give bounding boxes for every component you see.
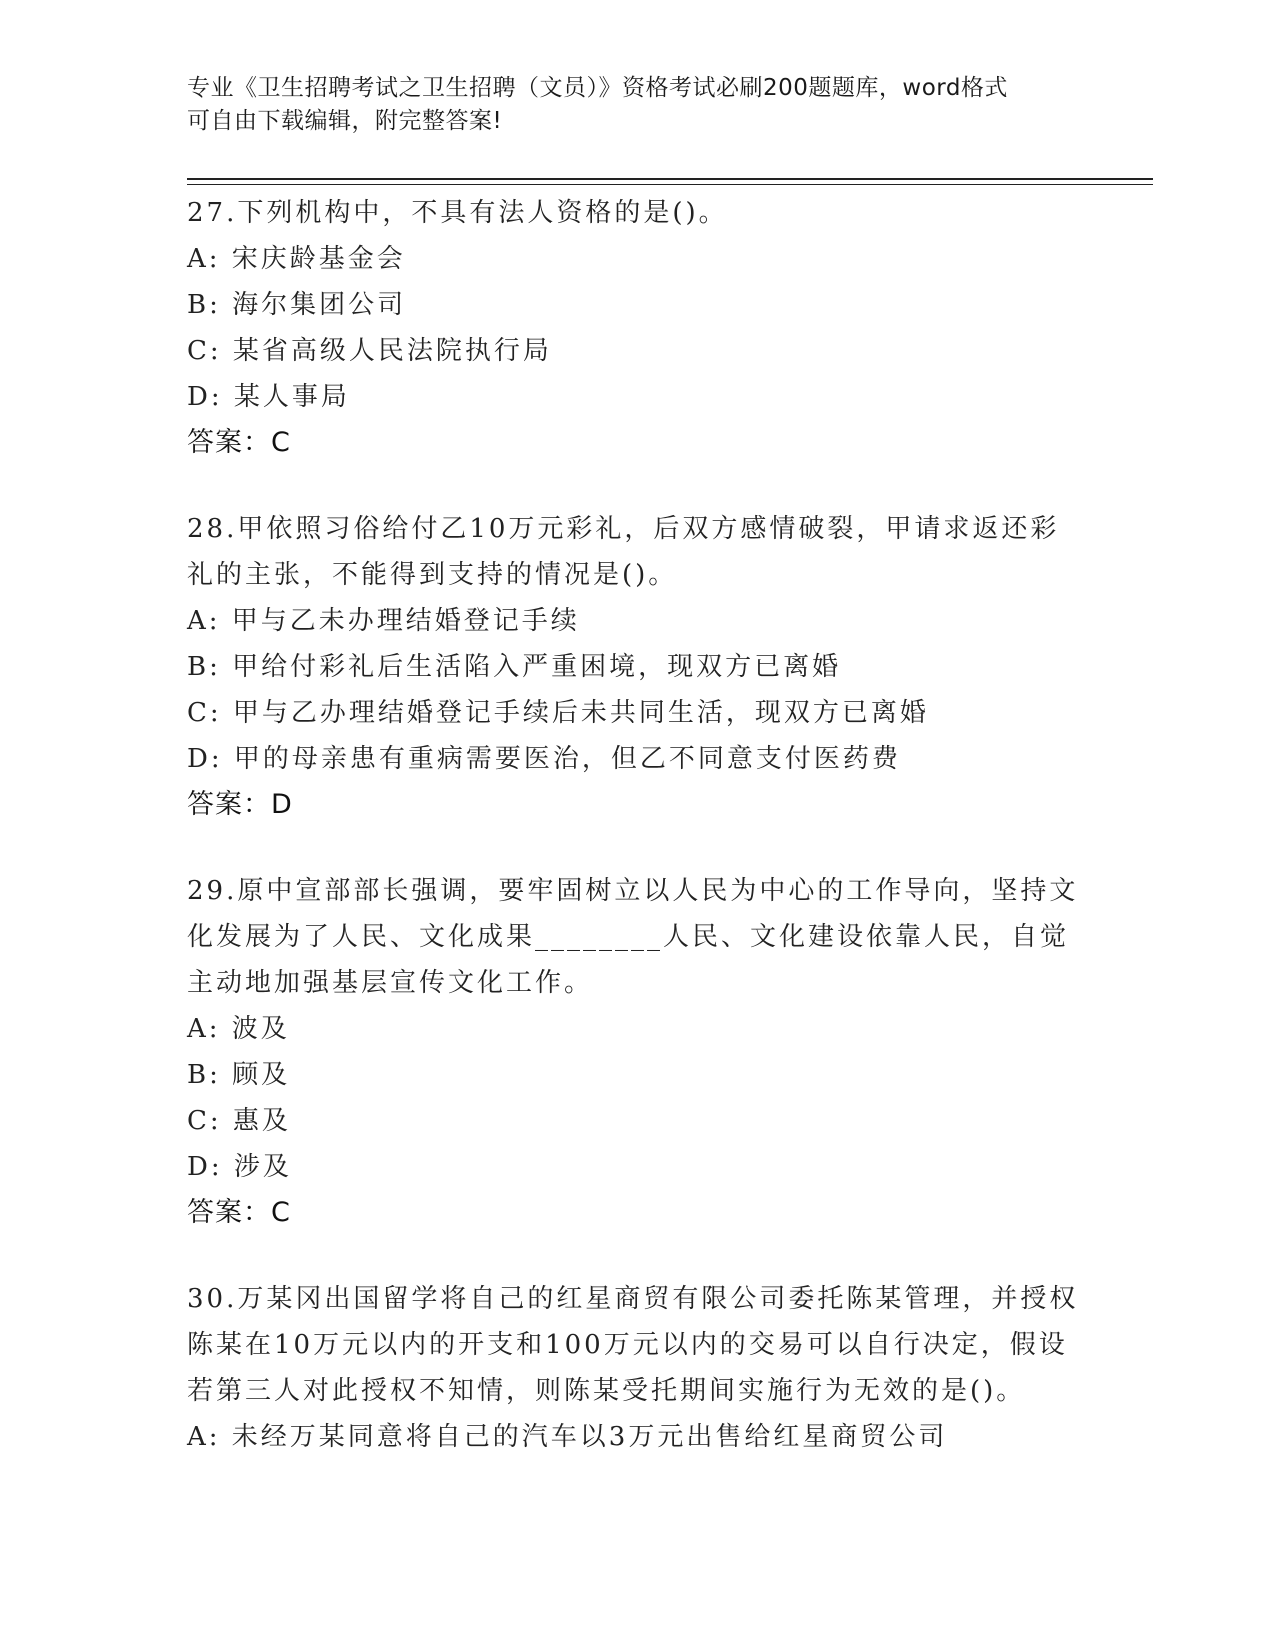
answer-label: 答案：C — [187, 427, 291, 458]
option-d: D: 涉及 — [187, 1152, 292, 1182]
answer-label: 答案：D — [187, 789, 293, 820]
document-header — [187, 72, 1067, 138]
question-text: 化发展为了人民、文化成果________人民、文化建设依靠人民，自觉 — [187, 922, 1070, 952]
question-list — [187, 190, 1079, 1500]
option-a: A: 未经万某同意将自己的汽车以3万元出售给红星商贸公司 — [187, 1422, 948, 1452]
question-text: 若第三人对此授权不知情，则陈某受托期间实施行为无效的是()。 — [187, 1376, 1026, 1406]
option-b: B: 海尔集团公司 — [187, 290, 407, 320]
question-29 — [187, 868, 1079, 1236]
option-c: C: 甲与乙办理结婚登记手续后未共同生活，现双方已离婚 — [187, 698, 929, 728]
option-d: D: 甲的母亲患有重病需要医治，但乙不同意支付医药费 — [187, 744, 901, 774]
question-text: 29.原中宣部部长强调，要牢固树立以人民为中心的工作导向，坚持文 — [187, 876, 1079, 906]
question-27 — [187, 190, 1067, 466]
option-c: C: 惠及 — [187, 1106, 291, 1136]
question-text: 陈某在10万元以内的开支和100万元以内的交易可以自行决定，假设 — [187, 1330, 1068, 1360]
header-line-1: 专业《卫生招聘考试之卫生招聘（文员）》资格考试必刷200题题库，word格式 — [187, 75, 1008, 101]
option-b: B: 甲给付彩礼后生活陷入严重困境，现双方已离婚 — [187, 652, 842, 682]
question-text: 主动地加强基层宣传文化工作。 — [187, 968, 594, 998]
header-divider-thin — [187, 184, 1153, 185]
header-divider-thick — [187, 178, 1153, 180]
option-a: A: 宋庆龄基金会 — [187, 244, 406, 274]
option-a: A: 甲与乙未办理结婚登记手续 — [187, 606, 580, 636]
option-a: A: 波及 — [187, 1014, 290, 1044]
question-text: 30.万某冈出国留学将自己的红星商贸有限公司委托陈某管理，并授权 — [187, 1284, 1079, 1314]
question-text: 28.甲依照习俗给付乙10万元彩礼，后双方感情破裂，甲请求返还彩 — [187, 514, 1060, 544]
answer-label: 答案：C — [187, 1197, 291, 1228]
header-line-2: 可自由下载编辑，附完整答案! — [187, 108, 503, 134]
question-28 — [187, 506, 1067, 828]
option-c: C: 某省高级人民法院执行局 — [187, 336, 552, 366]
question-30 — [187, 1276, 1079, 1460]
option-d: D: 某人事局 — [187, 382, 350, 412]
option-b: B: 顾及 — [187, 1060, 291, 1090]
question-text: 礼的主张，不能得到支持的情况是()。 — [187, 560, 678, 590]
question-text: 27.下列机构中，不具有法人资格的是()。 — [187, 198, 728, 228]
